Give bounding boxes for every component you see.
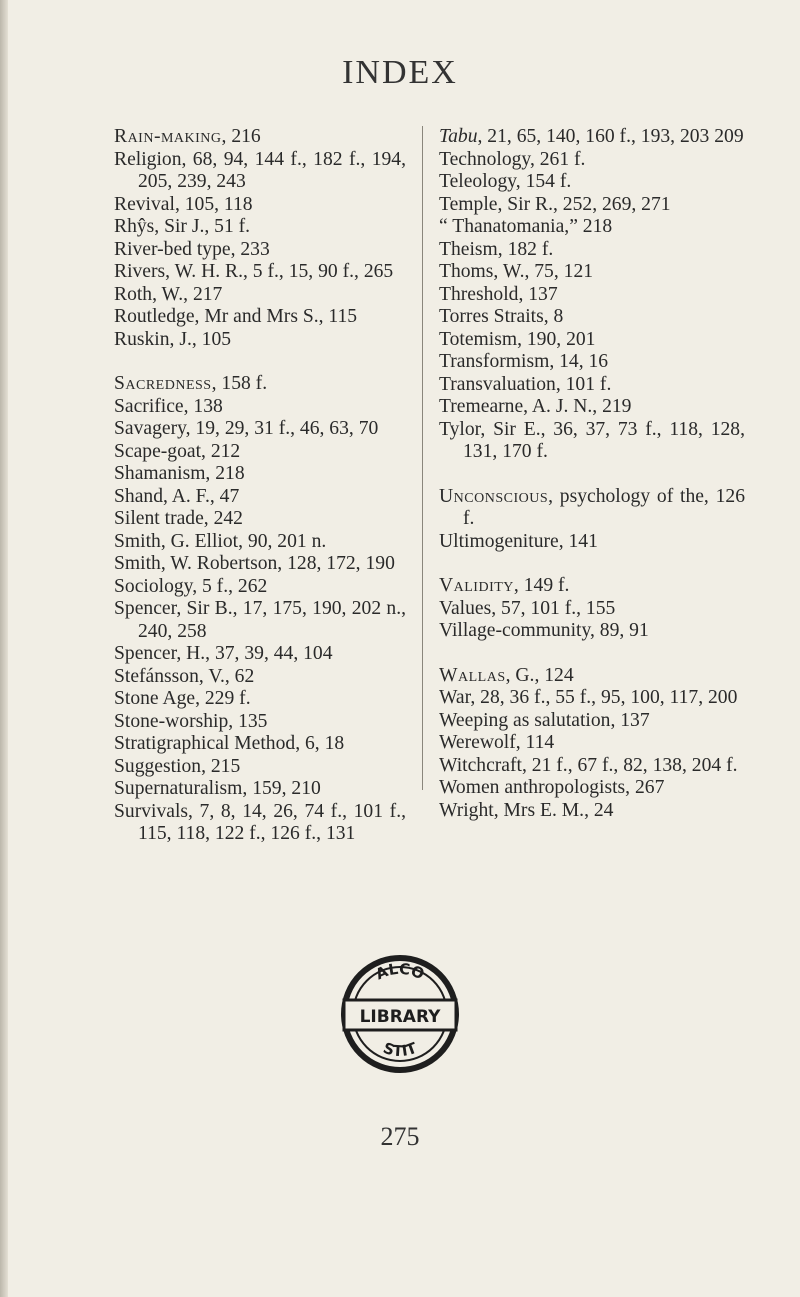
index-entry-head: Unconscious bbox=[439, 485, 549, 507]
index-entry: Temple, Sir R., 252, 269, 271 bbox=[439, 193, 671, 215]
index-entry: River-bed type, 233 bbox=[114, 238, 270, 260]
index-entry: Witchcraft, 21 f., 67 f., 82, 138, 204 f. bbox=[439, 754, 738, 776]
index-entry: Teleology, 154 f. bbox=[439, 171, 572, 192]
index-entry: Smith, G. Elliot, 90, 201 n. bbox=[114, 530, 327, 552]
index-entry: Ruskin, J., 105 bbox=[114, 328, 232, 350]
index-entry: Suggestion, 215 bbox=[114, 755, 241, 777]
section-gap bbox=[439, 553, 745, 575]
index-column-right bbox=[439, 126, 745, 822]
index-entry-refs: , 149 f. bbox=[513, 575, 570, 596]
index-entry-head: Rain-making bbox=[114, 126, 222, 147]
index-entry bbox=[439, 665, 745, 688]
book-spine-edge bbox=[0, 0, 8, 1297]
index-entry-refs: , 158 f. bbox=[211, 373, 268, 394]
index-entry: Transformism, 14, 16 bbox=[439, 351, 609, 372]
section-gap bbox=[439, 464, 745, 486]
index-entry: Thoms, W., 75, 121 bbox=[439, 261, 594, 282]
index-entry: Silent trade, 242 bbox=[114, 508, 243, 529]
index-entry: Spencer, H., 37, 39, 44, 104 bbox=[114, 643, 333, 664]
index-entry: Shamanism, 218 bbox=[114, 463, 245, 484]
index-entry-head: Validity bbox=[439, 575, 514, 596]
index-entry: Transvaluation, 101 f. bbox=[439, 373, 612, 395]
page-number: 275 bbox=[380, 1122, 420, 1151]
index-entry: Rhŷs, Sir J., 51 f. bbox=[114, 216, 251, 237]
index-entry: Women anthropologists, 267 bbox=[439, 777, 665, 798]
index-entry: Stone-worship, 135 bbox=[114, 710, 268, 732]
index-entry-head: Wallas bbox=[439, 664, 506, 686]
index-entry bbox=[114, 373, 406, 396]
index-entry-refs: , 216 bbox=[221, 126, 261, 147]
index-entry: Supernaturalism, 159, 210 bbox=[114, 778, 321, 799]
index-entry bbox=[114, 126, 406, 149]
stamp-top-text: ALCO bbox=[372, 959, 428, 984]
index-entry: Savagery, 19, 29, 31 f., 46, 63, 70 bbox=[114, 418, 379, 439]
index-entry: Smith, W. Robertson, 128, 172, 190 bbox=[114, 553, 395, 574]
index-entry: Wright, Mrs E. M., 24 bbox=[439, 799, 614, 821]
index-entry: “ Thanatomania,” 218 bbox=[439, 216, 613, 237]
index-entry-head: Sacredness bbox=[114, 373, 212, 394]
index-entry: Totemism, 190, 201 bbox=[439, 328, 596, 350]
index-entry: Scape-goat, 212 bbox=[114, 440, 241, 462]
index-entry: Village-community, 89, 91 bbox=[439, 620, 649, 641]
index-column-left bbox=[114, 126, 406, 846]
page-title: INDEX bbox=[342, 54, 458, 91]
index-entry: Stratigraphical Method, 6, 18 bbox=[114, 733, 345, 754]
stamp-center-text: LIBRARY bbox=[359, 1007, 441, 1027]
index-entry: Shand, A. F., 47 bbox=[114, 485, 240, 507]
index-entry-head: Tabu bbox=[439, 126, 478, 147]
index-entry bbox=[439, 486, 745, 531]
index-entry: Sacrifice, 138 bbox=[114, 395, 223, 417]
index-entry bbox=[439, 575, 745, 598]
index-entry: Theism, 182 f. bbox=[439, 238, 554, 260]
index-entry: Revival, 105, 118 bbox=[114, 193, 253, 215]
index-entry: Roth, W., 217 bbox=[114, 283, 223, 305]
section-gap bbox=[114, 351, 406, 373]
index-entry: Weeping as salutation, 137 bbox=[439, 709, 650, 731]
section-gap bbox=[439, 643, 745, 665]
index-entry-refs: , G., 124 bbox=[505, 664, 574, 686]
index-entry: Werewolf, 114 bbox=[439, 732, 555, 753]
index-entry: Routledge, Mr and Mrs S., 115 bbox=[114, 306, 358, 327]
index-entry: Religion, 68, 94, 144 f., 182 f., 194, 205, 239, 243 bbox=[114, 148, 406, 192]
index-entry bbox=[439, 126, 745, 149]
index-entry: Sociology, 5 f., 262 bbox=[114, 575, 268, 597]
index-entry: Tremearne, A. J. N., 219 bbox=[439, 396, 632, 417]
index-entry: Spencer, Sir B., 17, 175, 190, 202 n., 240, 258 bbox=[114, 598, 406, 642]
index-entry: Rivers, W. H. R., 5 f., 15, 90 f., 265 bbox=[114, 261, 394, 282]
index-entry-refs: , psychology of the, 126 f. bbox=[463, 485, 745, 529]
column-divider bbox=[422, 126, 423, 790]
index-entry: Stefánsson, V., 62 bbox=[114, 665, 255, 687]
index-entry-refs: , 21, 65, 140, 160 f., 193, 203 209 bbox=[477, 126, 744, 147]
index-entry: Tylor, Sir E., 36, 37, 73 f., 118, 128, 131, 170 f. bbox=[439, 418, 745, 462]
library-stamp bbox=[338, 952, 462, 1076]
index-entry: Stone Age, 229 f. bbox=[114, 688, 251, 709]
index-entry: Threshold, 137 bbox=[439, 283, 558, 305]
index-entry: Ultimogeniture, 141 bbox=[439, 530, 598, 552]
index-entry: Survivals, 7, 8, 14, 26, 74 f., 101 f., 115, 118, 122 f., 126 f., 131 bbox=[114, 800, 406, 844]
index-entry: Technology, 261 f. bbox=[439, 148, 586, 170]
stamp-bottom-text: STIT bbox=[380, 1038, 420, 1061]
index-entry: War, 28, 36 f., 55 f., 95, 100, 117, 200 bbox=[439, 687, 738, 708]
index-entry: Torres Straits, 8 bbox=[439, 306, 564, 327]
index-entry: Values, 57, 101 f., 155 bbox=[439, 597, 616, 619]
